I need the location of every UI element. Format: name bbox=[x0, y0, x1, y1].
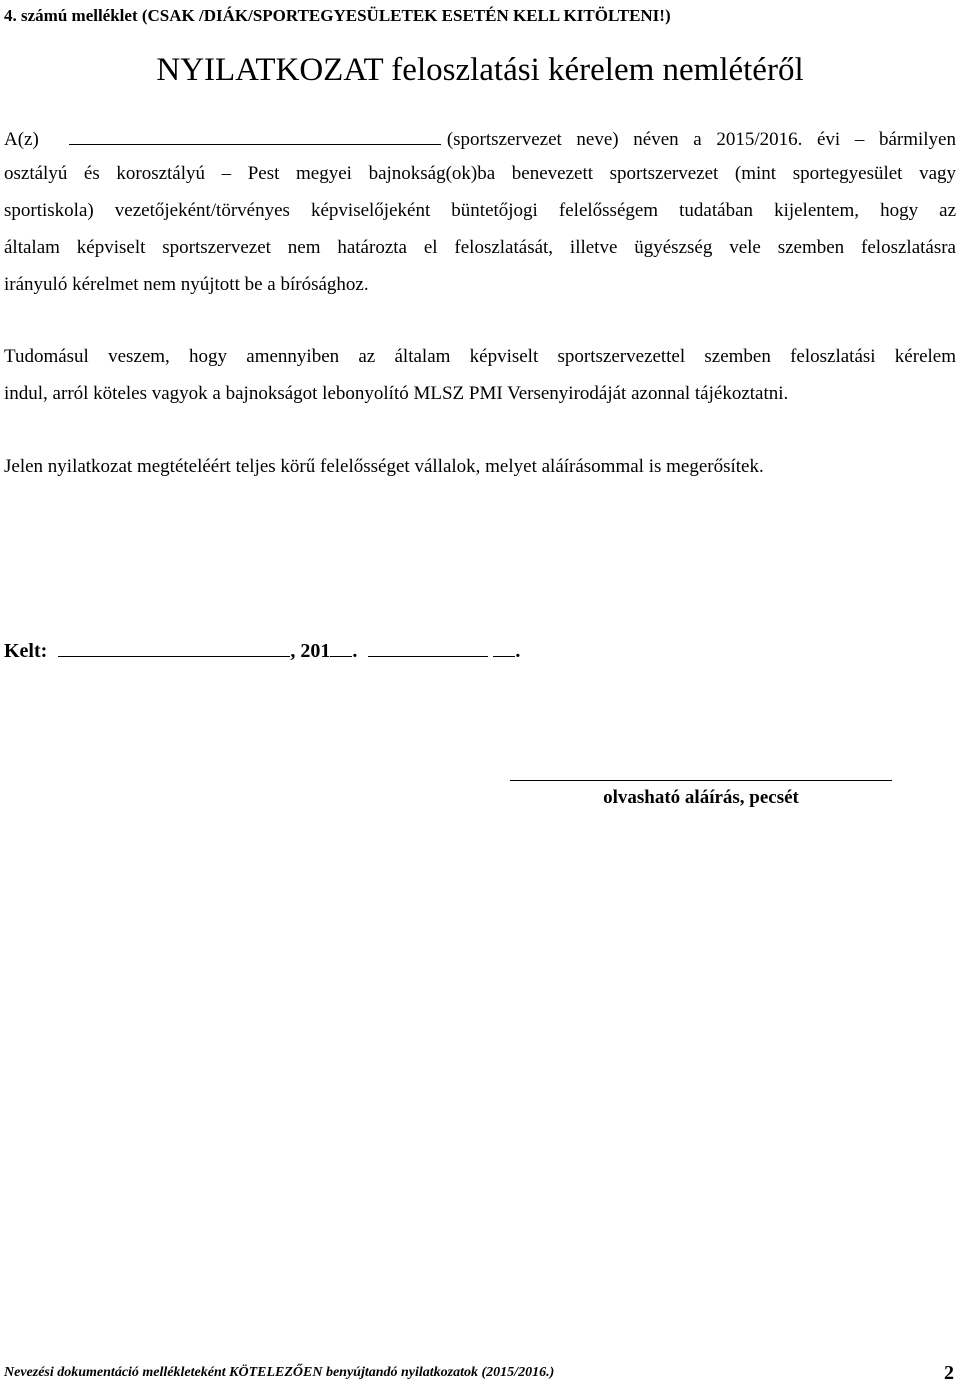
declaration-line-1 bbox=[4, 126, 956, 151]
entity-prefix: A(z) bbox=[4, 129, 39, 150]
acknowledgement-line-2: indul, arról köteles vagyok a bajnokságot lebonyolító MLSZ PMI Versenyirodáját azonnal tájékoztatni. bbox=[4, 383, 789, 404]
month-field[interactable] bbox=[368, 638, 488, 657]
declaration-line-3: sportiskola) vezetőjeként/törvényes képviselőjeként büntetőjogi felelősségem tudatában kijelentem, hogy az bbox=[4, 200, 956, 221]
signature-label: olvasható aláírás, pecsét bbox=[603, 787, 799, 808]
annex-title: 4. számú melléklet (CSAK /DIÁK/SPORTEGYESÜLETEK ESETÉN KELL KITÖLTENI!) bbox=[4, 6, 671, 25]
year-digit-field[interactable] bbox=[330, 638, 352, 657]
declaration-line-5: irányuló kérelmet nem nyújtott be a bírósághoz. bbox=[4, 274, 369, 295]
declaration-line-4: általam képviselt sportszervezet nem határozta el feloszlatását, illetve ügyészség vele szemben feloszlatásra bbox=[4, 237, 956, 258]
date-separator: . bbox=[352, 640, 358, 662]
date-end: . bbox=[515, 640, 521, 662]
document-title: NYILATKOZAT feloszlatási kérelem nemlétéről bbox=[156, 52, 804, 88]
date-line bbox=[4, 638, 520, 663]
signature-field[interactable] bbox=[510, 780, 892, 781]
declaration-line-1-suffix: (sportszervezet neve) néven a 2015/2016. évi – bármilyen bbox=[446, 129, 956, 150]
day-field[interactable] bbox=[493, 638, 515, 657]
page-number: 2 bbox=[944, 1362, 954, 1384]
organization-name-field[interactable] bbox=[69, 126, 441, 145]
footer-note: Nevezési dokumentáció mellékleteként KÖTELEZŐEN benyújtandó nyilatkozatok (2015/2016.) bbox=[4, 1365, 555, 1380]
declaration-line-2: osztályú és korosztályú – Pest megyei bajnokság(ok)ba benevezett sportszervezet (mint sportegyesület vagy bbox=[4, 163, 956, 184]
acknowledgement-line-1: Tudomásul veszem, hogy amennyiben az általam képviselt sportszervezettel szemben feloszlatási kérelem bbox=[4, 346, 956, 367]
year-prefix: , 201 bbox=[290, 640, 331, 662]
responsibility-statement: Jelen nyilatkozat megtételéért teljes körű felelősséget vállalok, melyet aláírásommal is megerősítek. bbox=[4, 456, 764, 477]
place-field[interactable] bbox=[58, 638, 290, 657]
date-label: Kelt: bbox=[4, 640, 48, 662]
